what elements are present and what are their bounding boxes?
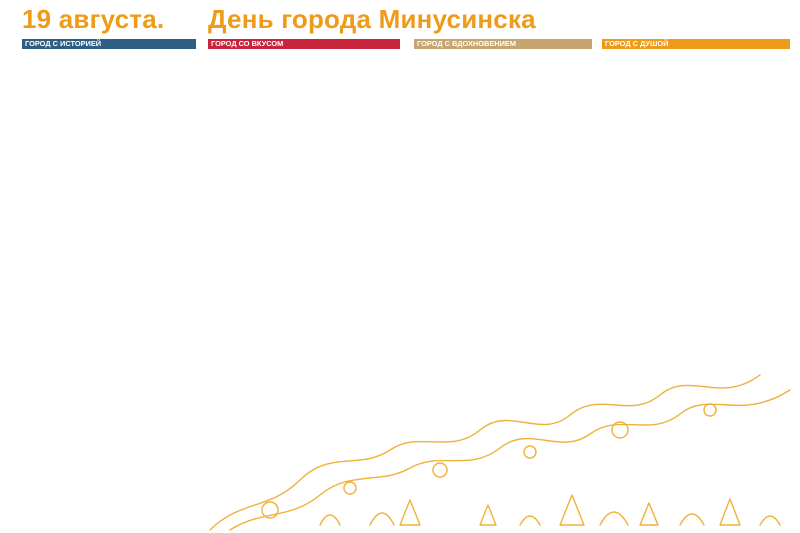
page-title: День города Минусинска	[208, 4, 536, 34]
column-inspiration	[414, 39, 592, 509]
column-header: ГОРОД С ИСТОРИЕЙ	[22, 39, 196, 49]
column-taste	[208, 39, 400, 509]
column-header: ГОРОД СО ВКУСОМ	[208, 39, 400, 49]
column-soul	[602, 39, 790, 509]
column-header: ГОРОД С ДУШОЙ	[602, 39, 790, 49]
page-header	[22, 4, 782, 38]
column-header: ГОРОД С ВДОХНОВЕНИЕМ	[414, 39, 592, 49]
column-history	[22, 39, 196, 509]
event-date: 19 августа.	[22, 4, 165, 34]
